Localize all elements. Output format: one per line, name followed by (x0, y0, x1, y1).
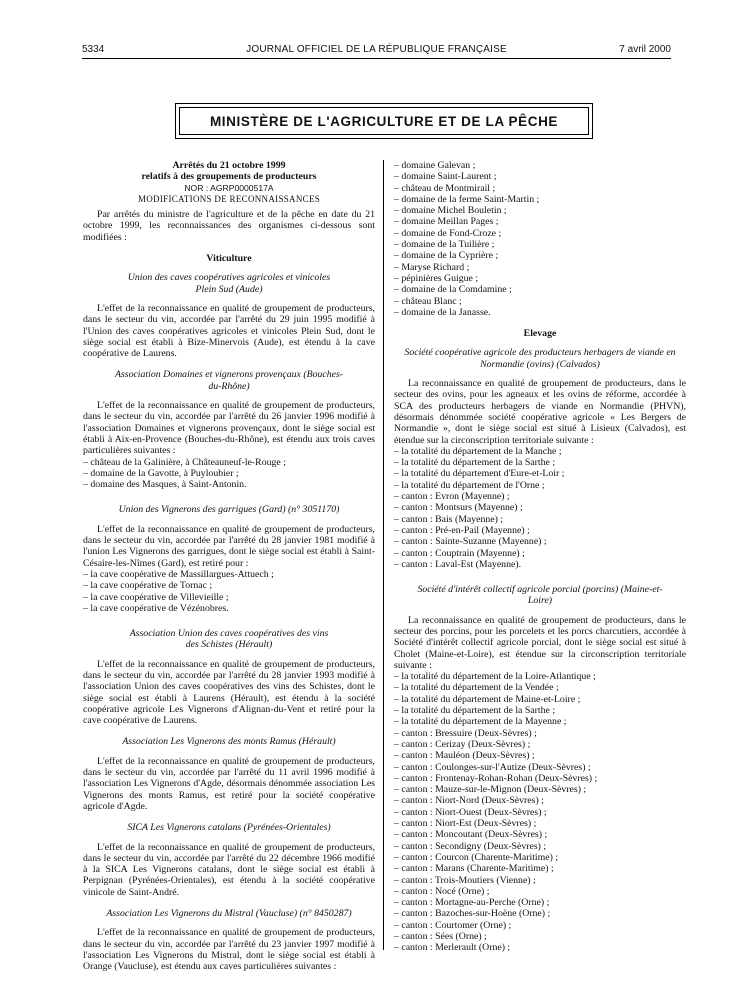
list-item: – canton : Sées (Orne) ; (394, 931, 487, 942)
list-item: – canton : Trois-Moutiers (Vienne) ; (394, 874, 536, 886)
list-item: – canton : Laval-Est (Mayenne). (394, 558, 522, 570)
s7-title: Association Les Vignerons du Mistral (Vaucluse) (n° 8450287) (106, 908, 352, 920)
list-item: – canton : Frontenay-Rohan-Rohan (Deux-Sèvres) ; (394, 772, 598, 784)
decree-subtitle: relatifs à des groupements de producteurs (141, 171, 317, 183)
column-divider (383, 160, 384, 950)
e2-title: Société d'intérêt collectif agricole porcial (porcins) (Maine-et-Loire) (417, 584, 663, 607)
list-item: – canton : Merlerault (Orne) ; (394, 942, 511, 954)
list-item: – la totalité du département de l'Orne ; (394, 479, 545, 491)
e2-text: La reconnaissance en qualité de groupement de producteurs, dans le secteur des porcins, pour les porcelets et les porcs charcutiers, accordée à Société d'intérêt collectif agricole porcial, dont le siège social est situé à Cholet (Maine-et-Loire), est étendue sur la circonscription territoriale suivante : (394, 614, 686, 671)
s7-text: L'effet de la reconnaissance en qualité de groupement de producteurs, dans le secteur du vin, accordée par l'arrêté du 23 janvier 1997 modifié à l'association Les Vignerons du Mistral, dont le siège social est établi à Orange (Vaucluse), est étendu aux caves particulières suivantes : (83, 927, 375, 973)
s1-text: L'effet de la reconnaissance en qualité de groupement de producteurs, dans le secteur du vin, accordée par l'arrêté du 29 juin 1995 modifié à l'Union des caves coopératives agricoles et vinicoles Plein Sud, dont le siège social est établi à Bize-Minervois (Aude), est étendu à la cave coopérative de Laurens. (83, 302, 375, 360)
list-item: – canton : Niort-Nord (Deux-Sèvres) ; (394, 795, 544, 807)
list-item: – canton : Couptrain (Mayenne) ; (394, 547, 525, 559)
list-item: – domaine Saint-Laurent ; (394, 171, 497, 183)
list-item: – château de Montmirail ; (394, 182, 496, 194)
list-item: – canton : Courtomer (Orne) ; (394, 919, 512, 931)
list-item: – canton : Bressuire (Deux-Sèvres) ; (394, 727, 537, 739)
list-item: – Maryse Richard ; (394, 261, 470, 273)
list-item: – domaine de la Cyprière ; (394, 250, 499, 262)
list-item: – canton : Sainte-Suzanne (Mayenne) ; (394, 536, 547, 548)
page-number: 5334 (82, 44, 105, 55)
e1-text: La reconnaissance en qualité de groupement de producteurs, dans le secteur des ovins, pour les agneaux et les ovins de réforme, accordée à SCA des producteurs herbagers de viande en Normandie (PHVN), désormais dénommée société coopérative agricole « Les Bergers de Normandie », dont le siège social est situé à Lisieux (Calvados), est étendue sur la circonscription territoriale suivante : (394, 378, 686, 446)
ministry-title: MINISTÈRE DE L'AGRICULTURE ET DE LA PÊCHE (209, 113, 559, 129)
page-header (82, 44, 671, 59)
list-item: – canton : Bazoches-sur-Hoëne (Orne) ; (394, 908, 551, 920)
s6-title: SICA Les Vignerons catalans (Pyrénées-Orientales) (127, 822, 331, 834)
section-elevage: Elevage (523, 328, 557, 340)
journal-title: JOURNAL OFFICIEL DE LA RÉPUBLIQUE FRANÇAISE (246, 44, 507, 55)
list-item: – la totalité du département de la Loire-Atlantique ; (394, 671, 596, 683)
s5-title: Association Les Vignerons des monts Ramus (Hérault) (122, 736, 336, 748)
right-column (394, 160, 686, 954)
s3-text: L'effet de la reconnaissance en qualité de groupement de producteurs, dans le secteur du vin, accordée par l'arrêté du 28 janvier 1981 modifié à l'union Les Vignerons des garrigues, dont le siège social est établi à Saint-Césaire-les-Nîmes (Gard), est retiré pour : (83, 523, 375, 569)
list-item: – canton : Marans (Charente-Maritime) ; (394, 863, 554, 875)
list-item: – domaine des Masques, à Saint-Antonin. (83, 479, 247, 491)
section-viticulture: Viticulture (206, 253, 252, 265)
s5-text: L'effet de la reconnaissance en qualité de groupement de producteurs, dans le secteur du vin, accordée par l'arrêté du 11 avril 1996 modifié à l'association Les Vignerons d'Agde, désormais dénommée association Les Vignerons des monts Ramus, est retiré pour la société coopérative agricole d'Agde. (83, 755, 375, 812)
s6-text: L'effet de la reconnaissance en qualité de groupement de producteurs, dans le secteur du vin, accordée par l'arrêté du 22 décembre 1966 modifié à la SICA Les Vignerons catalans, dont le siège social est établi à Perpignan (Pyrénées-Orientales), est étendu à la société coopérative vinicole de Saint-André. (83, 841, 375, 898)
list-item: – la cave coopérative de Massillargues-Attuech ; (83, 568, 274, 580)
list-item: – canton : Niort-Est (Deux-Sèvres) ; (394, 818, 537, 830)
list-item: – domaine de la ferme Saint-Martin ; (394, 193, 540, 205)
nor-reference: NOR : AGRP0000517A (184, 182, 274, 193)
list-item: – canton : Niort-Ouest (Deux-Sèvres) ; (394, 806, 547, 818)
list-item: – domaine de la Gavotte, à Puyloubier ; (83, 467, 239, 479)
e1-title: Société coopérative agricole des producteurs herbagers de viande en Normandie (ovins) (Calvados) (404, 347, 676, 370)
s4-title: Association Union des caves coopératives des vins des Schistes (Hérault) (129, 628, 329, 651)
list-item: – domaine Galevan ; (394, 160, 476, 171)
list-item: – canton : Mauléon (Deux-Sèvres) ; (394, 750, 535, 762)
s3-title: Union des Vignerons des garrigues (Gard) (n° 3051170) (118, 504, 340, 516)
list-item: – canton : Mauze-sur-le-Mignon (Deux-Sèvres) ; (394, 784, 587, 796)
list-item: – domaine de Fond-Croze ; (394, 227, 502, 239)
left-column (83, 160, 375, 973)
list-item: – domaine de la Comdamine ; (394, 284, 512, 296)
e1-list (394, 446, 686, 570)
list-item: – château de la Galinière, à Châteauneuf-le-Rouge ; (83, 456, 286, 468)
list-item: – canton : Evron (Mayenne) ; (394, 491, 510, 503)
list-item: – pépinières Guigue ; (394, 272, 479, 284)
list-item: – la cave coopérative de Villevieille ; (83, 591, 229, 603)
ministry-banner (175, 103, 593, 139)
list-item: – canton : Moncoutant (Deux-Sèvres) ; (394, 829, 548, 841)
modifications-heading: MODIFICATIONS DE RECONNAISSANCES (137, 193, 321, 204)
s4-text: L'effet de la reconnaissance en qualité de groupement de producteurs, dans le secteur du vin, accordée par l'arrêté du 28 janvier 1993 modifié à l'association Union des caves coopératives des vins des Schistes, dont le siège social est établi à Laurens (Hérault), est étendu à la société coopérative agricole Les Vignerons d'Alignan-du-Vent et retiré pour la cave coopérative de Laurens. (83, 658, 375, 727)
list-item: – canton : Cerizay (Deux-Sèvres) ; (394, 738, 531, 750)
list-item: – château Blanc ; (394, 295, 462, 307)
list-item: – canton : Bais (Mayenne) ; (394, 513, 504, 525)
list-item: – domaine Meillan Pages ; (394, 216, 499, 228)
list-item: – la cave coopérative de Tornac ; (83, 580, 213, 592)
list-item: – la totalité du département de la Manche ; (394, 445, 562, 457)
list-item: – canton : Nocé (Orne) ; (394, 885, 490, 897)
list-item: – domaine de la Tuilière ; (394, 239, 495, 251)
list-item: – canton : Secondigny (Deux-Sèvres) ; (394, 840, 547, 852)
s2-title: Association Domaines et vignerons provençaux (Bouches-du-Rhône) (114, 369, 344, 392)
list-item: – canton : Courcon (Charente-Maritime) ; (394, 851, 559, 863)
intro-paragraph: Par arrêtés du ministre de l'agriculture et de la pêche en date du 21 octobre 1999, les reconnaissances des organismes ci-dessous sont modifiées : (83, 209, 375, 243)
domain-list (394, 160, 686, 318)
list-item: – la totalité du département de la Vendée ; (394, 682, 559, 694)
decree-title: Arrêtés du 21 octobre 1999 (172, 160, 286, 171)
list-item: – domaine Michel Bouletin ; (394, 205, 507, 217)
list-item: – la totalité du département de la Sarthe ; (394, 705, 556, 717)
s1-title: Union des caves coopératives agricoles et vinicoles Plein Sud (Aude) (127, 272, 331, 295)
s2-text: L'effet de la reconnaissance en qualité de groupement de producteurs, dans le secteur du vin, accordée par l'arrêté du 26 janvier 1996 modifié à l'association Domaines et vignerons provençaux, dont le siège social est établi à Aix-en-Provence (Bouches-du-Rhône), est étendu aux trois caves particulières suivantes : (83, 400, 375, 457)
list-item: – canton : Coulonges-sur-l'Autize (Deux-Sèvres) ; (394, 761, 591, 773)
list-item: – la totalité du département d'Eure-et-Loir ; (394, 468, 565, 480)
list-item: – canton : Montsurs (Mayenne) ; (394, 502, 523, 514)
list-item: – la cave coopérative de Vézénobres. (83, 602, 229, 614)
list-item: – domaine de la Janasse. (394, 306, 491, 318)
list-item: – la totalité du département de la Mayenne ; (394, 716, 567, 728)
e2-list (394, 671, 686, 953)
issue-date: 7 avril 2000 (619, 44, 671, 55)
list-item: – la totalité du département de Maine-et-Loire ; (394, 693, 581, 705)
list-item: – canton : Pré-en-Pail (Mayenne) ; (394, 524, 530, 536)
list-item: – la totalité du département de la Sarthe ; (394, 457, 556, 469)
list-item: – canton : Mortagne-au-Perche (Orne) ; (394, 897, 550, 909)
